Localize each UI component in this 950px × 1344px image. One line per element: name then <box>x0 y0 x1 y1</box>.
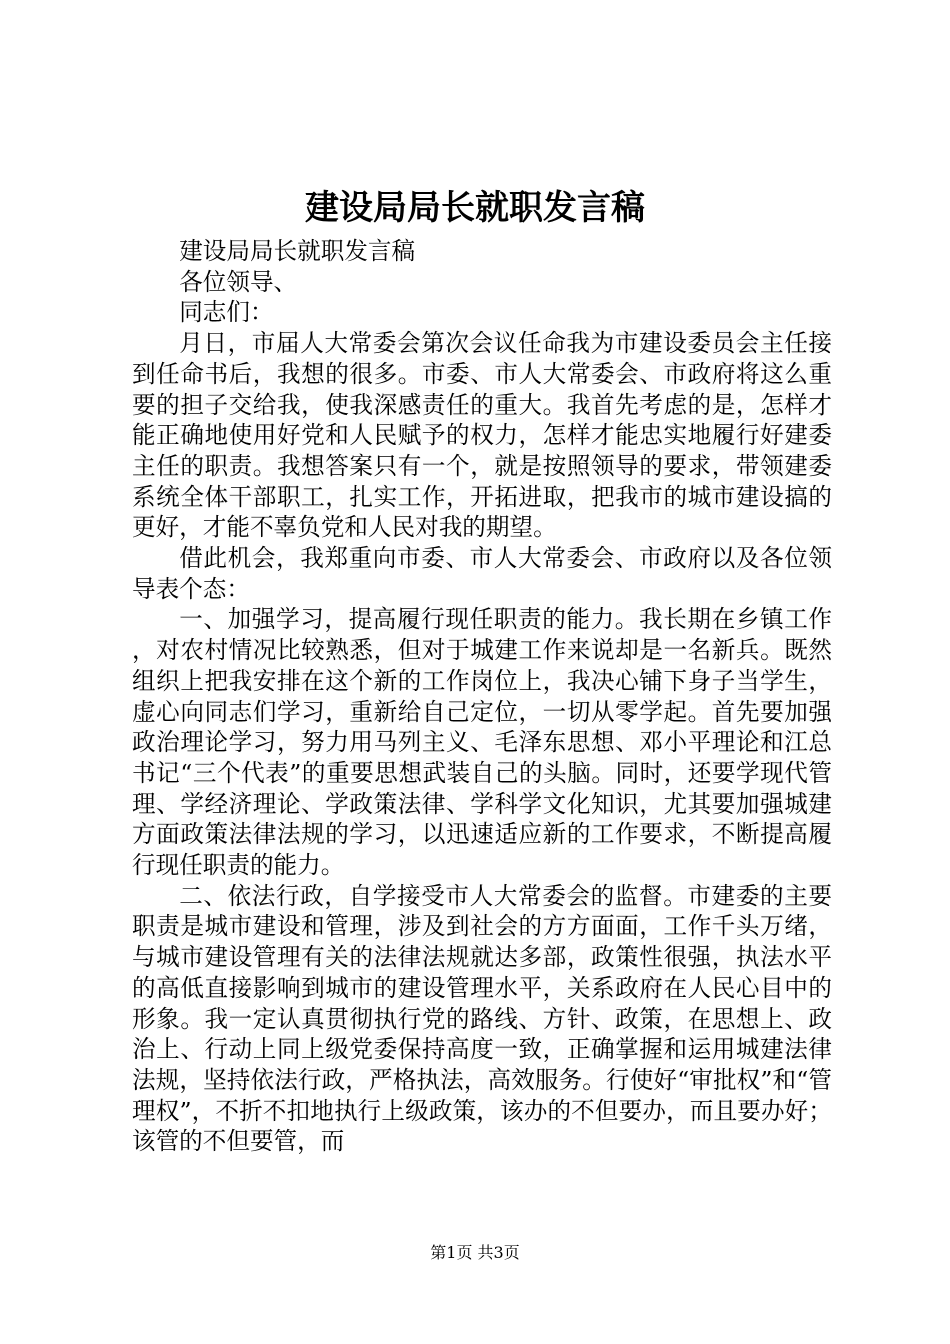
paragraph-heading-repeat: 建设局局长就职发言稿 <box>179 237 416 265</box>
paragraph-salutation-leaders: 各位领导、 <box>179 267 298 296</box>
paragraph-pledge-intro: 借此机会，我郑重向市委、市人大常委会、市政府以及各位领导表个态： <box>132 544 832 603</box>
document-body <box>132 236 832 1157</box>
document-title: 建设局局长就职发言稿 <box>305 188 645 228</box>
paragraph-appointment: 月日，市届人大常委会第次会议任命我为市建设委员会主任接到任命书后，我想的很多。市委、市人大常委会、市政府将这么重要的担子交给我，使我深感责任的重大。我首先考虑的是，怎样才能正确地使用好党和人民赋予的权力，怎样才能忠实地履行好建委主任的职责。我想答案只有一个，就是按照领导的要求，带领建委系统全体干部职工，扎实工作，开拓进取，把我市的城市建设搞的更好，才能不辜负党和人民对我的期望。 <box>132 329 832 542</box>
paragraph-point-one: 一、加强学习，提高履行现任职责的能力。我长期在乡镇工作，对农村情况比较熟悉，但对于城建工作来说却是一名新兵。既然组织上把我安排在这个新的工作岗位上，我决心铺下身子当学生，虚心向同志们学习，重新给自己定位，一切从零学起。首先要加强政治理论学习，努力用马列主义、毛泽东思想、邓小平理论和江总书记“三个代表”的重要思想武装自己的头脑。同时，还要学现代管理、学经济理论、学政策法律、学科学文化知识，尤其要加强城建方面政策法律法规的学习，以迅速适应新的工作要求，不断提高履行现任职责的能力。 <box>132 605 832 880</box>
page-number-footer: 第1页 共3页 <box>430 1243 520 1262</box>
paragraph-salutation-comrades: 同志们： <box>179 298 274 327</box>
paragraph-point-two: 二、依法行政，自学接受市人大常委会的监督。市建委的主要职责是城市建设和管理，涉及到社会的方方面面，工作千头万绪，与城市建设管理有关的法律法规就达多部，政策性很强，执法水平的高低直接影响到城市的建设管理水平，关系政府在人民心目中的形象。我一定认真贯彻执行党的路线、方针、政策，在思想上、政治上、行动上同上级党委保持高度一致，正确掌握和运用城建法律法规，坚持依法行政，严格执法，高效服务。行使好“审批权”和“管理权”，不折不扣地执行上级政策，该办的不但要办，而且要办好；该管的不但要管，而 <box>132 881 832 1156</box>
